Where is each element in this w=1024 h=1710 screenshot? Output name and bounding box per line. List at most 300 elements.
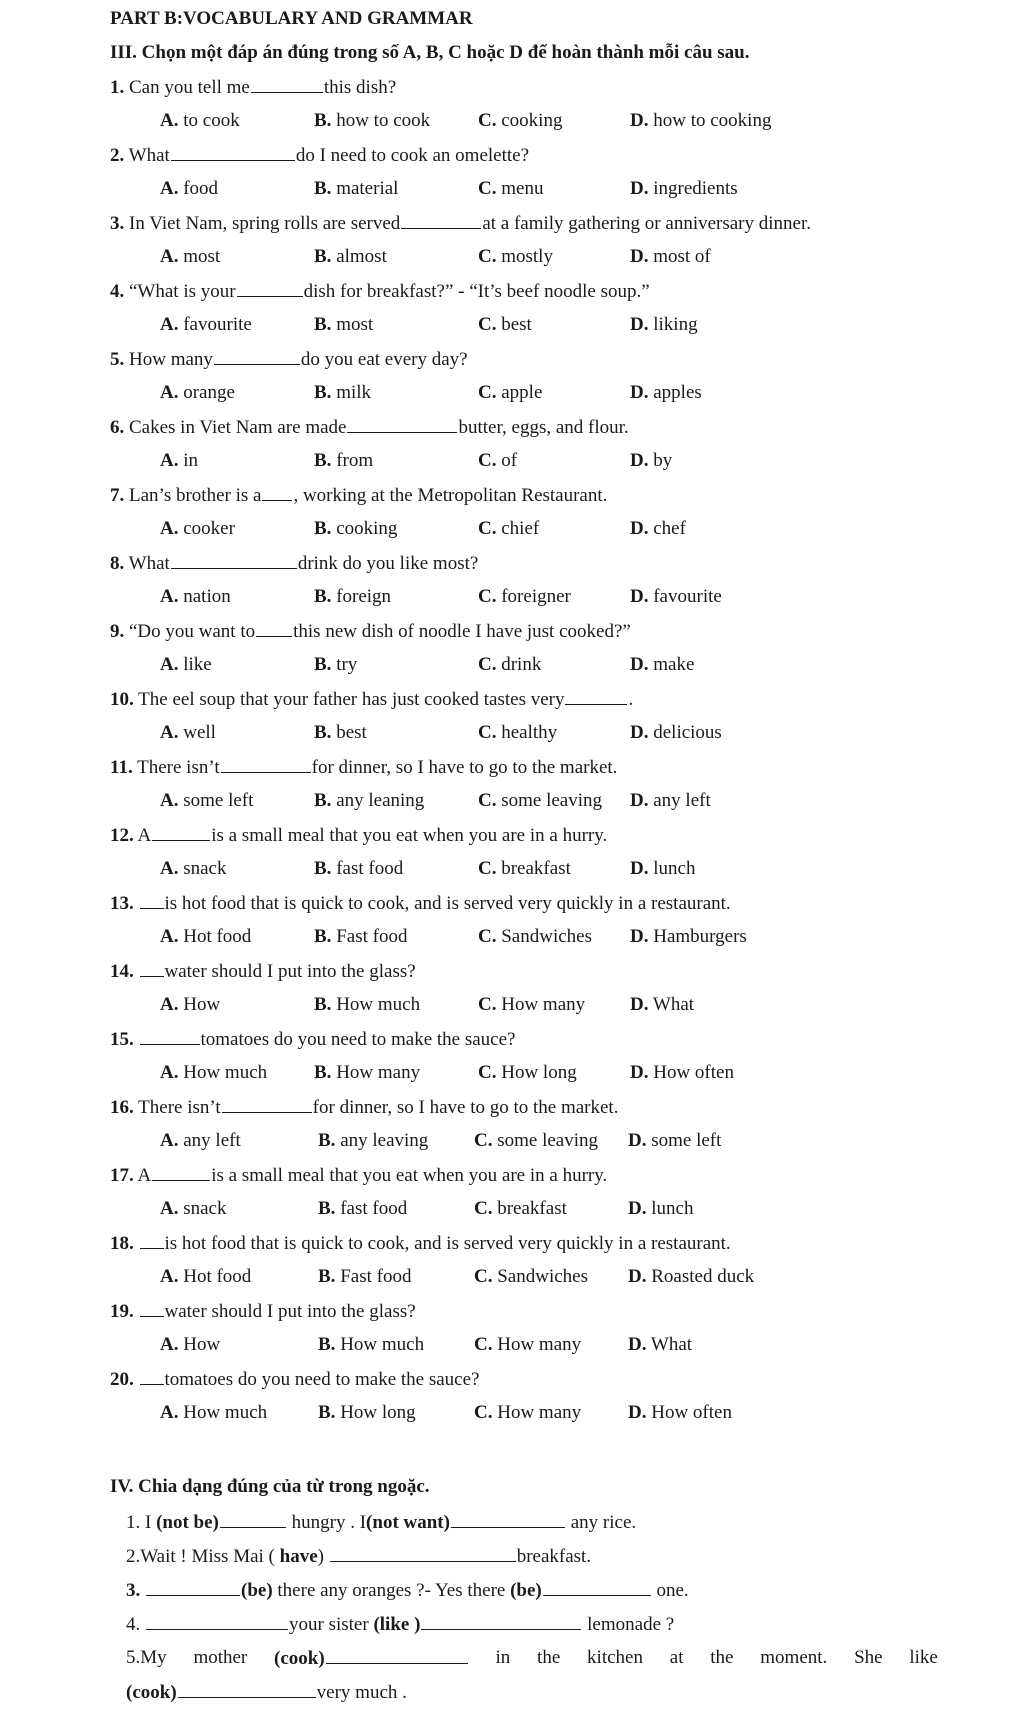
option-d[interactable]: [630, 920, 747, 954]
option-text: How much: [183, 1062, 268, 1083]
option-text: food: [183, 178, 219, 199]
option-text: how to cooking: [653, 110, 772, 131]
option-d[interactable]: [628, 1124, 721, 1158]
option-b[interactable]: [314, 648, 357, 682]
option-letter: C.: [474, 1130, 493, 1151]
option-text: any left: [183, 1130, 241, 1151]
option-b[interactable]: [318, 1192, 407, 1226]
option-a[interactable]: [160, 648, 212, 682]
option-text: What: [652, 994, 695, 1015]
option-letter: A.: [160, 1062, 179, 1083]
option-text: cooking: [336, 518, 398, 539]
option-text: make: [653, 654, 695, 675]
answer-blank[interactable]: [565, 682, 627, 705]
option-letter: A.: [160, 1402, 179, 1423]
exercise-item-3: 3. (be) there any oranges ?- Yes there (be) one.: [126, 1573, 1024, 1607]
option-letter: C.: [478, 586, 497, 607]
option-a[interactable]: [160, 512, 235, 546]
option-b[interactable]: [314, 376, 371, 410]
option-text: What: [650, 1334, 693, 1355]
option-a[interactable]: [160, 240, 220, 274]
option-text: Hot food: [183, 926, 252, 947]
option-text: Fast food: [336, 926, 408, 947]
option-b[interactable]: [314, 784, 424, 818]
option-letter: B.: [314, 790, 332, 811]
option-letter: D.: [628, 1334, 647, 1355]
question-number: 4.: [110, 281, 125, 302]
option-row: [0, 308, 1024, 342]
option-c[interactable]: [478, 240, 553, 274]
question-number: 2.: [110, 145, 125, 166]
option-a[interactable]: [160, 852, 227, 886]
option-c[interactable]: [478, 172, 543, 206]
question-number: 8.: [110, 553, 125, 574]
question-text: dish for breakfast?” - “It’s beef noodle soup.”: [303, 281, 650, 302]
option-row: [0, 172, 1024, 206]
question-text: Cakes in Viet Nam are made: [129, 417, 347, 438]
option-text: How much: [336, 994, 421, 1015]
option-letter: A.: [160, 110, 179, 131]
option-text: from: [336, 450, 374, 471]
option-text: breakfast: [501, 858, 571, 879]
option-text: most: [336, 314, 374, 335]
option-d[interactable]: [630, 104, 771, 138]
option-d[interactable]: [630, 240, 711, 274]
option-b[interactable]: [314, 240, 387, 274]
option-letter: C.: [478, 518, 497, 539]
option-letter: D.: [630, 382, 649, 403]
question-text: drink do you like most?: [297, 553, 479, 574]
answer-blank[interactable]: [251, 70, 323, 93]
option-text: Sandwiches: [501, 926, 592, 947]
option-letter: A.: [160, 654, 179, 675]
answer-blank[interactable]: [256, 614, 292, 637]
option-a[interactable]: [160, 1328, 220, 1362]
option-d[interactable]: [628, 1396, 732, 1430]
option-letter: D.: [628, 1198, 647, 1219]
option-b[interactable]: [314, 1056, 420, 1090]
option-letter: C.: [478, 654, 497, 675]
question-number: 6.: [110, 417, 125, 438]
option-letter: B.: [314, 586, 332, 607]
question-text: Can you tell me: [129, 77, 250, 98]
option-letter: B.: [314, 178, 332, 199]
option-text: apples: [653, 382, 702, 403]
question-number: 15.: [110, 1029, 134, 1050]
question-text: is a small meal that you eat when you are in a hurry.: [211, 825, 608, 846]
option-letter: A.: [160, 246, 179, 267]
question-stem: [110, 1158, 1024, 1192]
answer-blank[interactable]: [214, 342, 300, 365]
option-text: lunch: [653, 858, 696, 879]
option-text: like: [183, 654, 212, 675]
option-d[interactable]: [630, 1056, 734, 1090]
question-text: Lan’s brother is a: [129, 485, 262, 506]
option-d[interactable]: [628, 1328, 692, 1362]
option-d[interactable]: [630, 376, 702, 410]
option-text: How long: [340, 1402, 416, 1423]
option-text: in: [183, 450, 199, 471]
answer-blank[interactable]: [401, 206, 481, 229]
option-d[interactable]: [630, 580, 722, 614]
option-b[interactable]: [314, 852, 403, 886]
question-text: The eel soup that your father has just cooked tastes very: [138, 689, 565, 710]
answer-blank[interactable]: [146, 1573, 240, 1596]
answer-blank[interactable]: [152, 1158, 210, 1181]
question-number: 1.: [110, 77, 125, 98]
option-letter: A.: [160, 1130, 179, 1151]
option-text: orange: [183, 382, 235, 403]
option-row: [0, 376, 1024, 410]
option-letter: A.: [160, 722, 179, 743]
option-a[interactable]: [160, 988, 220, 1022]
option-text: most of: [653, 246, 711, 267]
option-c[interactable]: [478, 784, 602, 818]
option-text: mostly: [501, 246, 553, 267]
option-d[interactable]: [630, 852, 695, 886]
option-text: milk: [336, 382, 372, 403]
section-4-title: IV. Chia dạng đúng của từ trong ngoặc.: [110, 1476, 430, 1497]
option-c[interactable]: [478, 920, 592, 954]
option-text: favourite: [653, 586, 722, 607]
option-row: [0, 716, 1024, 750]
option-text: some leaving: [501, 790, 603, 811]
option-c[interactable]: [474, 1260, 588, 1294]
section-3-title: III. Chọn một đáp án đúng trong số A, B, C hoặc D để hoàn thành mỗi câu sau.: [110, 42, 750, 63]
option-c[interactable]: [478, 104, 562, 138]
option-text: chef: [653, 518, 686, 539]
option-row: [0, 920, 1024, 954]
question-text: for dinner, so I have to go to the market.: [312, 1097, 619, 1118]
option-b[interactable]: [314, 512, 397, 546]
question-stem: [110, 206, 1024, 240]
answer-blank[interactable]: [140, 1022, 200, 1045]
answer-blank[interactable]: [326, 1641, 468, 1664]
option-text: menu: [501, 178, 544, 199]
option-row: [0, 648, 1024, 682]
option-row: [0, 1056, 1024, 1090]
option-d[interactable]: [630, 716, 722, 750]
option-d[interactable]: [630, 648, 694, 682]
option-row: [0, 1192, 1024, 1226]
option-row: [0, 104, 1024, 138]
option-b[interactable]: [314, 172, 398, 206]
answer-blank[interactable]: [140, 886, 164, 909]
option-letter: D.: [630, 246, 649, 267]
option-letter: D.: [630, 450, 649, 471]
option-letter: D.: [628, 1402, 647, 1423]
option-letter: C.: [478, 178, 497, 199]
option-letter: B.: [318, 1402, 336, 1423]
answer-blank[interactable]: [347, 410, 457, 433]
answer-blank[interactable]: [140, 1362, 164, 1385]
question-stem: [110, 1226, 1024, 1260]
option-row: [0, 240, 1024, 274]
option-letter: D.: [630, 926, 649, 947]
answer-blank[interactable]: [262, 478, 292, 501]
option-a[interactable]: [160, 172, 218, 206]
question-number: 17.: [110, 1165, 134, 1186]
option-text: cooking: [501, 110, 563, 131]
question-text: , working at the Metropolitan Restaurant.: [293, 485, 608, 506]
option-text: some leaving: [497, 1130, 599, 1151]
option-a[interactable]: [160, 1056, 267, 1090]
option-text: How much: [340, 1334, 425, 1355]
answer-blank[interactable]: [220, 1505, 286, 1528]
option-c[interactable]: [478, 988, 585, 1022]
option-text: delicious: [653, 722, 722, 743]
option-letter: C.: [478, 994, 497, 1015]
option-c[interactable]: [474, 1192, 567, 1226]
option-a[interactable]: [160, 920, 251, 954]
option-b[interactable]: [314, 920, 407, 954]
option-letter: B.: [314, 1062, 332, 1083]
option-c[interactable]: [478, 444, 517, 478]
question-stem: [110, 410, 1024, 444]
question-text: “Do you want to: [129, 621, 256, 642]
option-b[interactable]: [314, 308, 373, 342]
option-text: fast food: [340, 1198, 408, 1219]
option-b[interactable]: [314, 104, 430, 138]
answer-blank[interactable]: [221, 750, 311, 773]
option-letter: C.: [474, 1402, 493, 1423]
question-number: 20.: [110, 1369, 134, 1390]
option-text: snack: [183, 1198, 227, 1219]
answer-blank[interactable]: [171, 138, 295, 161]
option-text: any leaving: [340, 1130, 429, 1151]
answer-blank[interactable]: [152, 818, 210, 841]
option-d[interactable]: [630, 444, 672, 478]
option-c[interactable]: [474, 1396, 581, 1430]
answer-blank[interactable]: [421, 1607, 581, 1630]
question-stem: [110, 818, 1024, 852]
option-row: [0, 988, 1024, 1022]
option-text: breakfast: [497, 1198, 567, 1219]
option-d[interactable]: [630, 308, 698, 342]
option-letter: D.: [630, 994, 649, 1015]
option-a[interactable]: [160, 716, 216, 750]
option-b[interactable]: [314, 988, 420, 1022]
answer-blank[interactable]: [237, 274, 303, 297]
answer-blank[interactable]: [543, 1573, 651, 1596]
option-text: drink: [501, 654, 542, 675]
question-stem: [110, 954, 1024, 988]
option-letter: B.: [314, 654, 332, 675]
question-stem: [110, 1090, 1024, 1124]
option-a[interactable]: [160, 784, 253, 818]
answer-blank[interactable]: [146, 1607, 288, 1630]
answer-blank[interactable]: [140, 954, 164, 977]
answer-blank[interactable]: [330, 1539, 516, 1562]
option-d[interactable]: [630, 172, 738, 206]
option-row: [0, 784, 1024, 818]
option-letter: B.: [314, 246, 332, 267]
option-text: apple: [501, 382, 543, 403]
question-text: “What is your: [129, 281, 236, 302]
option-b[interactable]: [318, 1124, 428, 1158]
option-text: almost: [336, 246, 387, 267]
option-c[interactable]: [478, 580, 571, 614]
option-a[interactable]: [160, 444, 198, 478]
option-letter: B.: [314, 994, 332, 1015]
option-letter: B.: [314, 926, 332, 947]
question-text: do you eat every day?: [300, 349, 468, 370]
option-a[interactable]: [160, 104, 240, 138]
option-b[interactable]: [318, 1396, 416, 1430]
option-letter: A.: [160, 586, 179, 607]
exercise-item-1: 1. I (not be) hungry . I(not want) any rice.: [126, 1505, 1024, 1539]
question-number: 16.: [110, 1097, 134, 1118]
option-letter: A.: [160, 858, 179, 879]
option-c[interactable]: [478, 648, 541, 682]
answer-blank[interactable]: [178, 1675, 316, 1698]
option-text: Sandwiches: [497, 1266, 588, 1287]
question-stem: [110, 1362, 1024, 1396]
answer-blank[interactable]: [140, 1294, 164, 1317]
option-letter: C.: [478, 790, 497, 811]
option-letter: B.: [314, 722, 332, 743]
option-b[interactable]: [314, 580, 391, 614]
question-number: 10.: [110, 689, 134, 710]
option-letter: D.: [630, 586, 649, 607]
option-letter: C.: [478, 722, 497, 743]
question-stem: [110, 682, 1024, 716]
question-text: water should I put into the glass?: [164, 1301, 416, 1322]
option-c[interactable]: [474, 1124, 598, 1158]
question-stem: [110, 886, 1024, 920]
option-text: by: [653, 450, 673, 471]
question-text: There isn’t: [138, 1097, 221, 1118]
question-text: for dinner, so I have to go to the market.: [311, 757, 618, 778]
option-row: [0, 1260, 1024, 1294]
question-text: do I need to cook an omelette?: [295, 145, 530, 166]
option-b[interactable]: [314, 444, 373, 478]
question-number: 18.: [110, 1233, 134, 1254]
question-number: 13.: [110, 893, 134, 914]
option-a[interactable]: [160, 1192, 227, 1226]
option-a[interactable]: [160, 1124, 241, 1158]
option-a[interactable]: [160, 376, 235, 410]
option-c[interactable]: [478, 1056, 577, 1090]
option-letter: B.: [314, 314, 332, 335]
option-letter: D.: [630, 858, 649, 879]
option-text: any left: [653, 790, 711, 811]
option-d[interactable]: [630, 784, 711, 818]
question-stem: [110, 614, 1024, 648]
option-letter: B.: [318, 1334, 336, 1355]
question-text: this dish?: [323, 77, 397, 98]
option-letter: B.: [314, 110, 332, 131]
answer-blank[interactable]: [451, 1505, 565, 1528]
option-text: nation: [183, 586, 231, 607]
option-text: any leaning: [336, 790, 425, 811]
option-b[interactable]: [318, 1260, 411, 1294]
option-b[interactable]: [318, 1328, 424, 1362]
option-letter: D.: [630, 110, 649, 131]
option-letter: C.: [478, 246, 497, 267]
option-letter: C.: [478, 450, 497, 471]
option-text: Hamburgers: [653, 926, 747, 947]
option-text: of: [501, 450, 518, 471]
question-text: water should I put into the glass?: [164, 961, 416, 982]
option-letter: C.: [478, 110, 497, 131]
option-letter: D.: [630, 722, 649, 743]
question-text: What: [128, 553, 170, 574]
option-c[interactable]: [478, 716, 557, 750]
option-d[interactable]: [630, 512, 686, 546]
question-stem: [110, 274, 1024, 308]
question-stem: [110, 1022, 1024, 1056]
option-c[interactable]: [478, 308, 532, 342]
option-letter: D.: [630, 518, 649, 539]
option-text: How many: [497, 1402, 582, 1423]
option-letter: D.: [628, 1266, 647, 1287]
option-a[interactable]: [160, 308, 252, 342]
option-c[interactable]: [478, 512, 539, 546]
option-text: best: [501, 314, 532, 335]
option-text: foreign: [336, 586, 392, 607]
option-letter: A.: [160, 994, 179, 1015]
option-letter: B.: [318, 1198, 336, 1219]
option-letter: B.: [314, 382, 332, 403]
option-text: Roasted duck: [651, 1266, 755, 1287]
question-text: How many: [129, 349, 213, 370]
option-text: most: [183, 246, 221, 267]
option-letter: B.: [314, 858, 332, 879]
option-letter: C.: [478, 382, 497, 403]
question-number: 14.: [110, 961, 134, 982]
option-d[interactable]: [628, 1260, 754, 1294]
option-letter: A.: [160, 1266, 179, 1287]
option-text: healthy: [501, 722, 558, 743]
question-text: A: [137, 825, 152, 846]
question-text: butter, eggs, and flour.: [458, 417, 629, 438]
question-text: is hot food that is quick to cook, and is served very quickly in a restaurant.: [164, 1233, 731, 1254]
option-a[interactable]: [160, 580, 231, 614]
option-letter: D.: [628, 1130, 647, 1151]
option-text: How much: [183, 1402, 268, 1423]
option-c[interactable]: [474, 1328, 581, 1362]
answer-blank[interactable]: [171, 546, 297, 569]
option-text: best: [336, 722, 367, 743]
option-a[interactable]: [160, 1260, 251, 1294]
option-d[interactable]: [628, 1192, 693, 1226]
answer-blank[interactable]: [222, 1090, 312, 1113]
option-b[interactable]: [314, 716, 367, 750]
option-letter: D.: [630, 1062, 649, 1083]
option-text: Hot food: [183, 1266, 252, 1287]
question-number: 11.: [110, 757, 133, 778]
option-letter: B.: [318, 1266, 336, 1287]
answer-blank[interactable]: [140, 1226, 164, 1249]
option-d[interactable]: [630, 988, 694, 1022]
option-text: How often: [651, 1402, 732, 1423]
option-text: How long: [501, 1062, 577, 1083]
exercise-item-5-continued: (cook) very much .: [126, 1675, 1024, 1709]
option-text: Fast food: [340, 1266, 412, 1287]
question-text: is a small meal that you eat when you are in a hurry.: [211, 1165, 608, 1186]
option-text: How many: [501, 994, 586, 1015]
option-text: chief: [501, 518, 540, 539]
question-stem: [110, 750, 1024, 784]
option-c[interactable]: [478, 376, 542, 410]
option-c[interactable]: [478, 852, 571, 886]
option-letter: B.: [318, 1130, 336, 1151]
question-number: 3.: [110, 213, 125, 234]
exercise-item-2: 2.Wait ! Miss Mai ( have) breakfast.: [126, 1539, 1024, 1573]
option-a[interactable]: [160, 1396, 267, 1430]
option-text: lunch: [651, 1198, 694, 1219]
